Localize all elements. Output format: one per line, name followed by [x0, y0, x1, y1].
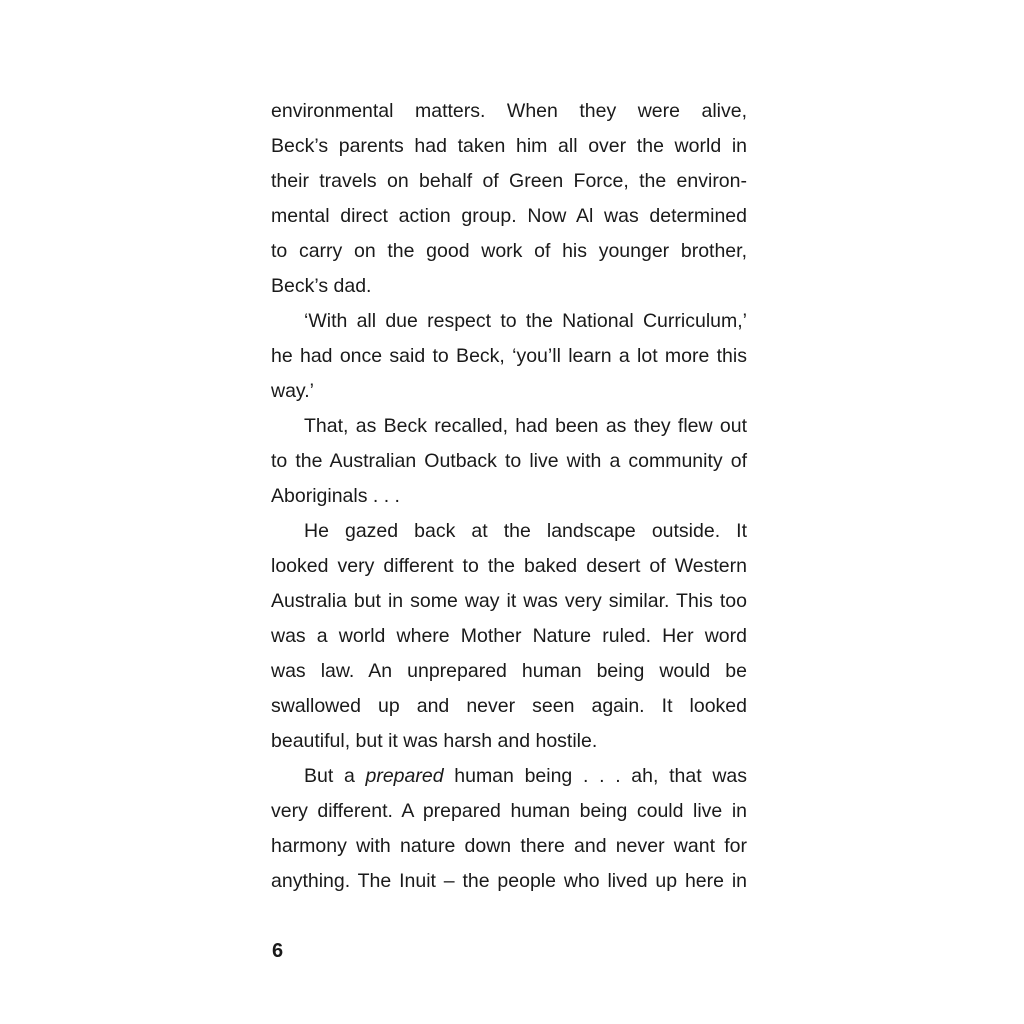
text-line: looked very different to the baked desert of Western	[271, 555, 747, 577]
text-line: harmony with nature down there and never want for	[271, 835, 747, 857]
text-line: their travels on behalf of Green Force, the environ-	[271, 170, 747, 192]
body-text	[271, 94, 747, 899]
text-line: Beck’s dad.	[271, 275, 372, 297]
text-line: Australia but in some way it was very similar. This too	[271, 590, 747, 612]
text-line: He gazed back at the landscape outside. It	[304, 520, 747, 542]
text-line: environmental matters. When they were alive,	[271, 100, 747, 122]
text-line: beautiful, but it was harsh and hostile.	[271, 730, 598, 752]
text-line: swallowed up and never seen again. It looked	[271, 695, 747, 717]
text-line: to the Australian Outback to live with a community of	[271, 450, 747, 472]
text-segment: human being . . . ah, that was	[443, 765, 747, 787]
text-line: to carry on the good work of his younger brother,	[271, 240, 747, 262]
text-segment: But a	[304, 765, 366, 787]
text-line: ‘With all due respect to the National Curriculum,’	[304, 310, 747, 332]
text-line: very different. A prepared human being could live in	[271, 800, 747, 822]
emphasized-word: prepared	[365, 765, 444, 787]
text-line: was a world where Mother Nature ruled. Her word	[271, 625, 747, 647]
text-line	[271, 759, 747, 794]
page-number: 6	[272, 940, 284, 962]
text-line: anything. The Inuit – the people who lived up here in	[271, 870, 747, 892]
text-line: That, as Beck recalled, had been as they flew out	[304, 415, 747, 437]
text-line: mental direct action group. Now Al was determined	[271, 205, 747, 227]
text-line: Aboriginals . . .	[271, 485, 400, 507]
text-line: he had once said to Beck, ‘you’ll learn a lot more this	[271, 345, 747, 367]
text-line: Beck’s parents had taken him all over the world in	[271, 135, 747, 157]
text-line: was law. An unprepared human being would be	[271, 660, 747, 682]
text-line: way.’	[271, 380, 314, 402]
